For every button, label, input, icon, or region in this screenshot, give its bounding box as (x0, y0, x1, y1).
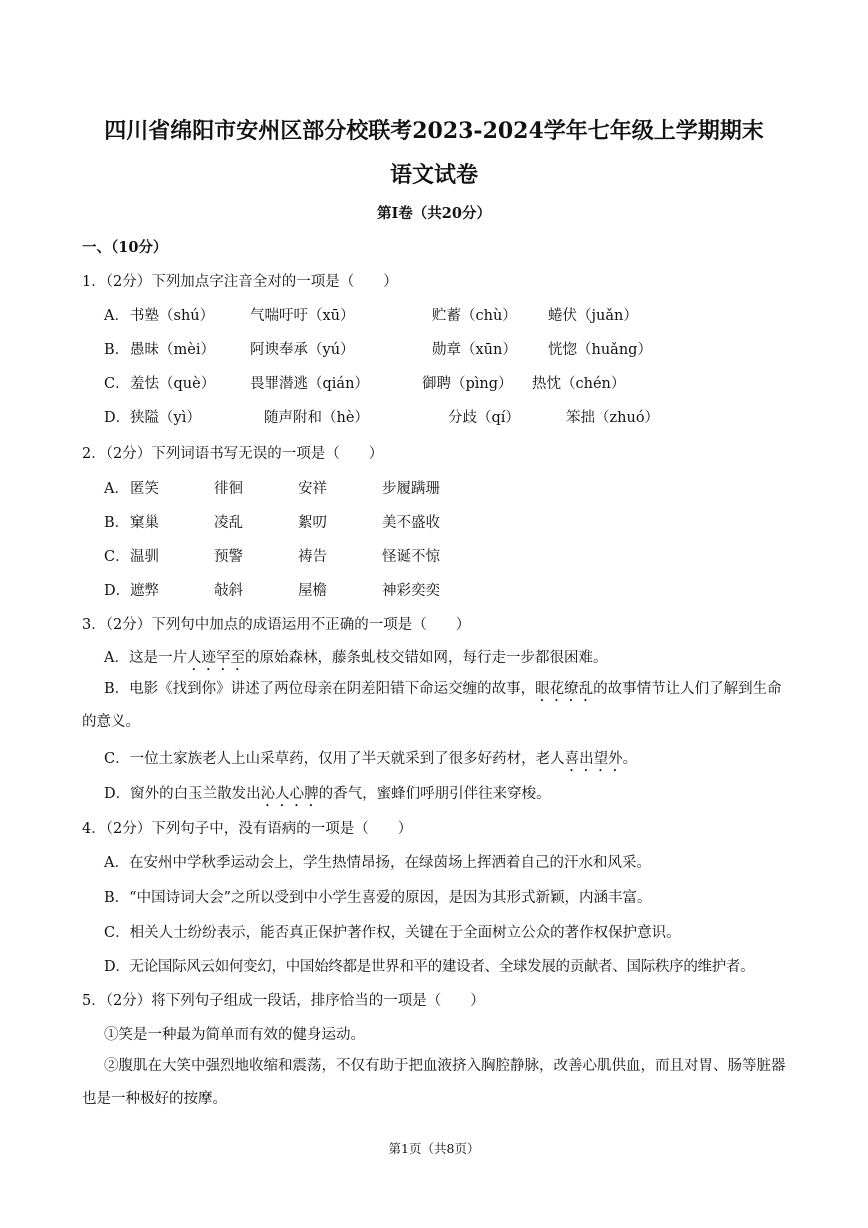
option-word: 神彩奕奕 (382, 583, 440, 599)
dotted-idiom: 人迹罕至 (186, 650, 245, 666)
option-label: A． (104, 481, 129, 497)
option-word: 羞怯（què） (130, 376, 216, 392)
option-text: A．这是一片 (104, 650, 187, 666)
q2-stem: 2．（2分）下列词语书写无误的一项是（ ） (82, 446, 384, 462)
q3-option-d (104, 782, 551, 810)
option-word: 御聘（pìng） (422, 376, 513, 392)
option-text: B．电影《找到你》讲述了两位母亲在阴差阳错下命运交缠的故事， (104, 681, 536, 697)
q5-stem: 5．（2分）将下列句子组成一段话，排序恰当的一项是（ ） (82, 993, 485, 1009)
option-label: C． (104, 549, 130, 565)
option-word: 窠巢 (130, 515, 159, 531)
q4-option-c: C．相关人士纷纷表示，能否真正保护著作权，关键在于全面树立公众的著作权保护意识。 (104, 925, 681, 941)
option-label: D． (104, 410, 131, 426)
option-word: 祷告 (298, 549, 327, 565)
option-text: 的故事情节让人们了解到生命的意义。 (82, 681, 782, 730)
q1-stem: 1．（2分）下列加点字注音全对的一项是（ ） (82, 274, 398, 290)
option-word: 随声附和（hè） (264, 410, 369, 426)
option-word: 凌乱 (214, 515, 243, 531)
exam-title-line2: 语文试卷 (389, 162, 478, 188)
q3-option-a (104, 646, 607, 674)
option-word: 步履蹒珊 (382, 481, 440, 497)
section-heading: 一、（10分） (82, 239, 168, 256)
q3-option-b (82, 673, 786, 739)
option-word: 恍惚（huǎng） (548, 342, 652, 358)
option-word: 气喘吁吁（xū） (250, 308, 355, 324)
exam-title-line1: 四川省绵阳市安州区部分校联考2023-2024学年七年级上学期期末 (104, 118, 764, 144)
option-word: 愚昧（mèi） (130, 342, 215, 358)
option-word: 贮蓄（chù） (432, 308, 517, 324)
paper-part-heading: 第Ⅰ卷（共20分） (377, 205, 491, 222)
q4-option-d: D．无论国际风云如何变幻，中国始终都是世界和平的建设者、全球发展的贡献者、国际秩序的维护者。 (104, 959, 755, 975)
option-text: D．窗外的白玉兰散发出 (104, 786, 261, 802)
option-text: 的香气，蜜蜂们呼朋引伴往来穿梭。 (318, 786, 551, 802)
option-word: 书塾（shú） (130, 308, 215, 324)
dotted-idiom: 沁人心脾 (260, 786, 319, 802)
option-word: 匿笑 (130, 481, 159, 497)
q4-stem: 4．（2分）下列句子中，没有语病的一项是（ ） (82, 821, 413, 837)
option-text: 。 (622, 751, 638, 767)
q4-option-a: A．在安州中学秋季运动会上，学生热情昂扬，在绿茵场上挥洒着自己的汗水和风采。 (104, 855, 651, 871)
option-word: 美不盛收 (382, 515, 440, 531)
option-word: 温驯 (130, 549, 159, 565)
option-word: 屋檐 (298, 583, 327, 599)
q4-option-b: B．“中国诗词大会”之所以受到中小学生喜爱的原因，是因为其形式新颖，内涵丰富。 (104, 890, 652, 906)
dotted-idiom: 眼花缭乱 (535, 681, 594, 697)
option-word: 分歧（qí） (448, 410, 520, 426)
option-label: B． (104, 342, 130, 358)
q5-sentence-2: ②腹肌在大笑中强烈地收缩和震荡，不仅有助于把血液挤入胸腔静脉，改善心肌供血，而且对胃、肠等脏器也是一种极好的按摩。 (82, 1058, 786, 1107)
option-word: 阿谀奉承（yú） (250, 342, 355, 358)
option-word: 狭隘（yì） (130, 410, 201, 426)
page-number: 第1页（共8页） (388, 1141, 480, 1156)
option-text: 的原始森林，藤条虬枝交错如网，每行走一步都很困难。 (244, 650, 608, 666)
option-text: C．一位土家族老人上山采草药，仅用了半天就采到了很多好药材，老人 (104, 751, 565, 767)
option-word: 热忱（chén） (532, 376, 626, 392)
option-word: 预警 (214, 549, 243, 565)
q5-sentence-1: ①笑是一种最为简单而有效的健身运动。 (104, 1027, 365, 1043)
q3-option-c (104, 747, 637, 775)
option-word: 蜷伏（juǎn） (548, 308, 638, 324)
option-label: A． (104, 308, 129, 324)
option-label: B． (104, 515, 130, 531)
option-word: 徘徊 (214, 481, 243, 497)
option-word: 絮叨 (298, 515, 327, 531)
option-word: 勋章（xūn） (432, 342, 517, 358)
option-label: C． (104, 376, 130, 392)
option-word: 遮弊 (130, 583, 159, 599)
option-label: D． (104, 583, 131, 599)
option-word: 笨拙（zhuó） (566, 410, 660, 426)
option-word: 怪诞不惊 (382, 549, 440, 565)
option-word: 畏罪潜逃（qián） (250, 376, 369, 392)
dotted-idiom: 喜出望外 (564, 751, 623, 767)
option-word: 敧斜 (214, 583, 243, 599)
q3-stem: 3．（2分）下列句中加点的成语运用不正确的一项是（ ） (82, 617, 471, 633)
option-word: 安祥 (298, 481, 327, 497)
